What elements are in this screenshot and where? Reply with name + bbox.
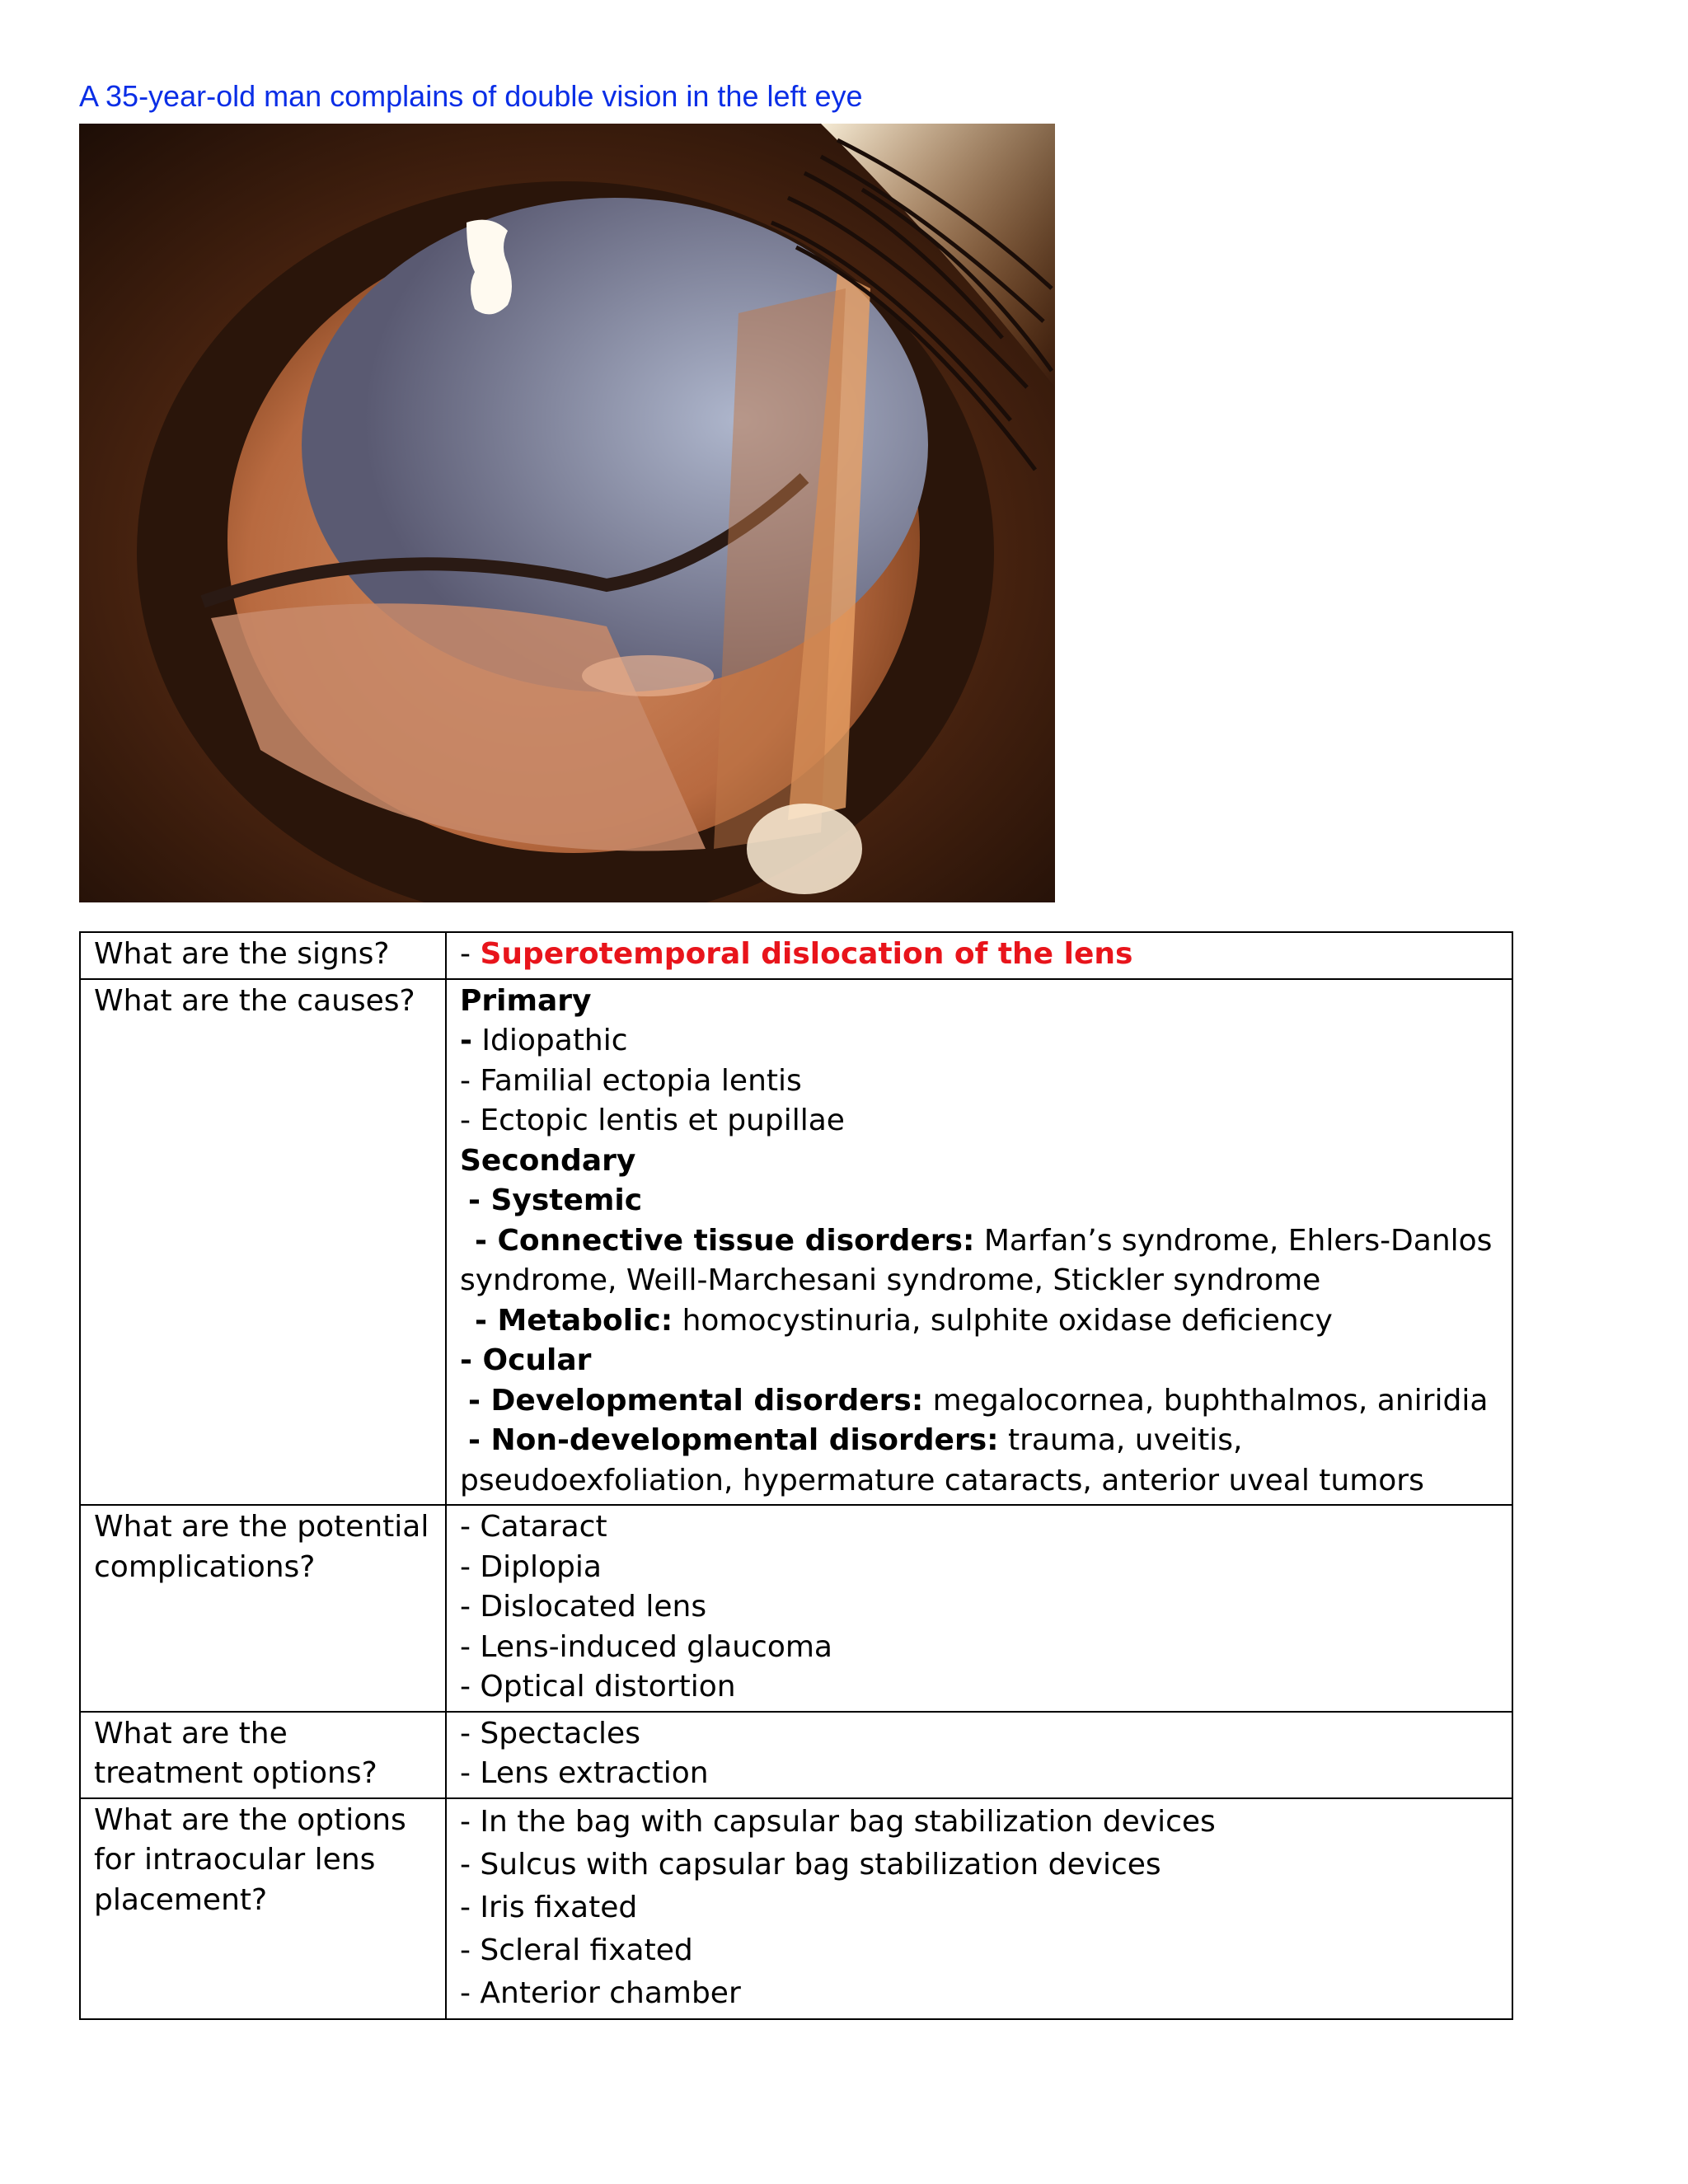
answer-cell	[446, 932, 1512, 979]
systemic-label: - Systemic	[468, 1183, 643, 1217]
table-row	[80, 1505, 1512, 1712]
question-cell	[80, 979, 446, 1506]
list-item	[460, 1221, 1498, 1301]
list-item: - Lens extraction	[460, 1756, 709, 1790]
metabolic-label: - Metabolic:	[475, 1303, 673, 1338]
question-cell	[80, 932, 446, 979]
table-row	[80, 932, 1512, 979]
list-item: - Optical distortion	[460, 1670, 736, 1704]
item-text: Idiopathic	[481, 1024, 628, 1057]
question-text: What are the signs?	[94, 937, 390, 971]
answer-cell	[446, 1712, 1512, 1798]
table-row	[80, 979, 1512, 1506]
nondevelopmental-text: trauma, uveitis, pseudoexfoliation, hypermature cataracts, anterior uveal tumors	[460, 1423, 1424, 1497]
list-item: - Cataract	[460, 1510, 607, 1544]
question-text: What are the potential complications?	[94, 1510, 429, 1584]
list-item: - Diplopia	[460, 1549, 602, 1584]
answer-cell	[446, 1505, 1512, 1712]
list-item: - Dislocated lens	[460, 1590, 707, 1624]
primary-label: Primary	[460, 983, 592, 1018]
list-item	[460, 1421, 1498, 1501]
metabolic-text: homocystinuria, sulphite oxidase deficiency	[673, 1303, 1333, 1338]
list-item: - Spectacles	[460, 1716, 640, 1750]
secondary-label: Secondary	[460, 1143, 636, 1178]
list-item: - Familial ectopia lentis	[460, 1063, 802, 1098]
list-item: - Iris fixated	[460, 1890, 638, 1924]
list-item: - Anterior chamber	[460, 1975, 741, 2010]
question-cell	[80, 1798, 446, 2019]
answer-cell	[446, 1798, 1512, 2019]
question-text: What are the causes?	[94, 983, 415, 1018]
table-row	[80, 1712, 1512, 1798]
answer-dash: -	[460, 937, 481, 971]
list-item: - In the bag with capsular bag stabilization devices	[460, 1804, 1216, 1839]
qa-table	[79, 931, 1513, 2020]
list-item: - Scleral fixated	[460, 1933, 693, 1967]
ocular-label: - Ocular	[460, 1343, 592, 1377]
developmental-text: megalocornea, buphthalmos, aniridia	[923, 1383, 1489, 1418]
list-item: - Lens-induced glaucoma	[460, 1629, 832, 1664]
answer-highlight: Superotemporal dislocation of the lens	[480, 937, 1133, 971]
list-item	[460, 1381, 1498, 1422]
list-item	[460, 1301, 1498, 1342]
list-item: - Sulcus with capsular bag stabilization devices	[460, 1847, 1161, 1882]
slit-lamp-eye-photo	[79, 124, 1055, 902]
question-text: What are the options for intraocular lens placement?	[94, 1802, 406, 1917]
connective-label: - Connective tissue disorders:	[475, 1223, 975, 1258]
nondevelopmental-label: - Non-developmental disorders:	[468, 1423, 999, 1457]
case-heading: A 35-year-old man complains of double vision in the left eye	[79, 79, 863, 113]
question-cell	[80, 1505, 446, 1712]
list-item: - Ectopic lentis et pupillae	[460, 1104, 845, 1137]
developmental-label: - Developmental disorders:	[468, 1383, 924, 1418]
list-item	[460, 1021, 1498, 1062]
question-text: What are the treatment options?	[94, 1716, 377, 1790]
table-row	[80, 1798, 1512, 2019]
question-cell	[80, 1712, 446, 1798]
answer-cell	[446, 979, 1512, 1506]
connective-text: Marfan’s syndrome, Ehlers-Danlos syndrome, Weill-Marchesani syndrome, Stickler syndrome	[460, 1223, 1493, 1297]
dash: -	[460, 1024, 472, 1057]
